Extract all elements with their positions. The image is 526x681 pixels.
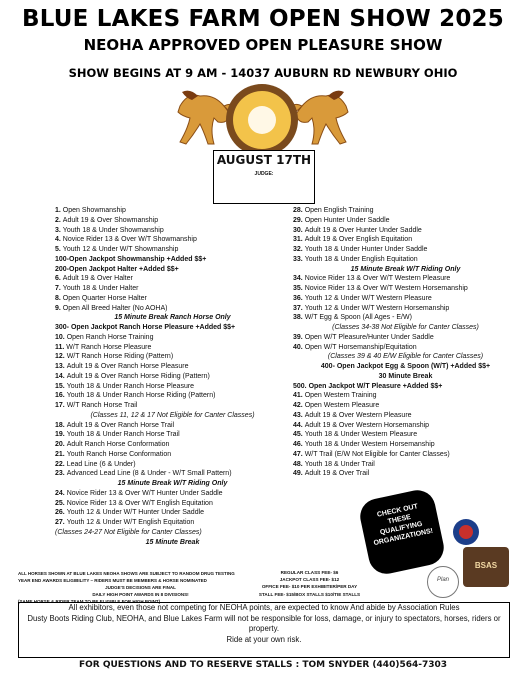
class-number: 7. [55,285,63,292]
class-name: Youth 18 & Under Trail [304,460,375,468]
class-number: 13. [55,363,67,370]
class-name: W/T Egg & Spoon (All Ages - E/W) [304,314,412,322]
class-name: Novice Rider 13 & Over W/T Western Pleasure [304,275,451,283]
class-left-row [55,255,290,265]
show-title: BLUE LAKES FARM OPEN SHOW 2025 [22,6,504,32]
class-name: Youth 12 & Under W/T Western Horsemanship [304,304,450,312]
class-number: 22. [55,460,67,468]
class-name: 30 Minute Break [378,372,433,380]
class-number: 19. [55,431,67,439]
show-date: AUGUST 17TH [216,153,312,167]
fee-regular: REGULAR CLASS FEE- $6 [280,570,339,575]
class-number: 15. [55,382,67,390]
class-name: Youth 18 & Under Western Horsemanship [304,441,435,448]
class-right-row [293,421,518,431]
class-number: 33. [293,255,305,263]
class-left-row [55,352,290,362]
class-right-row [293,235,518,245]
class-number: 28. [293,207,305,214]
class-number: 24. [55,489,67,497]
class-right-row [293,372,518,382]
class-name: 15 Minute Break W/T Riding Only [117,480,228,487]
class-right-row [293,216,518,226]
org-ribbon-logo [453,519,479,545]
class-left-row [55,245,290,255]
class-number: 5. [55,246,63,253]
class-number: 30. [293,226,305,234]
class-name: Adult 19 & Over Western Pleasure [304,411,412,419]
class-number: 44. [293,421,305,429]
class-name: W/T Ranch Horse Pleasure [66,343,152,351]
class-number: 29. [293,216,305,224]
judge-label: JUDGE: [254,171,274,177]
class-number: 41. [293,392,305,400]
contact-line: FOR QUESTIONS AND TO RESERVE STALLS : TOM SNYDER (440)564-7303 [78,660,448,670]
class-name: W/T Ranch Horse Trail [66,402,138,409]
class-left-row [55,294,290,304]
class-number: 12. [55,353,67,361]
fee-jackpot: JACKPOT CLASS FEE- $12 [279,577,340,583]
disclaimer-line-1: All exhibitors, even those not competing for NEOHA points, are expected to know And abide by Association Rules [68,603,460,612]
class-number: 42. [293,402,305,409]
class-right-row [293,323,518,333]
class-name: Novice Rider 13 & Over W/T Western Horsemanship [304,285,468,292]
class-name: Adult 19 & Over Ranch Horse Riding (Pattern) [66,372,210,380]
note-eligibility: YEAR END AWARDS ELIGIBILITY – RIDERS MUST BE MEMBERS & HORSE NOMINATED [18,578,207,583]
class-name: 100-Open Jackpot Showmanship +Added $$+ [55,255,207,263]
class-left-row [55,538,290,548]
class-left-row [55,518,290,528]
class-name: Adult 19 & Over Halter [62,275,133,283]
class-number: 34. [293,275,305,283]
class-name: 15 Minute Break W/T Riding Only [350,265,461,273]
class-left-row [55,460,290,470]
class-number: 43. [293,411,305,419]
class-left-row [55,265,290,275]
class-name: (Classes 11, 12 & 17 Not Eligible for Canter Classes) [90,411,255,419]
class-right-row [293,284,518,294]
class-number: 16. [55,392,67,400]
class-right-row [293,255,518,265]
class-right-row [293,333,518,343]
class-name: Open Western Pleasure [304,402,380,409]
disclaimer-box [18,602,510,658]
class-name: Youth 18 & Under Ranch Horse Trail [66,431,180,439]
class-left-row [55,362,290,372]
note-judge: JUDGE'S DECISIONS ARE FINAL [105,585,176,590]
disclaimer-line-3: Ride at your own risk. [226,634,302,644]
class-number: 23. [55,470,67,478]
class-number: 47. [293,450,305,458]
class-number: 8. [55,294,63,302]
class-right-row [293,469,518,479]
class-name: Open Ranch Horse Training [66,333,154,341]
class-number: 39. [293,333,305,341]
class-right-row [293,245,518,255]
class-left-row [55,469,290,479]
class-right-row [293,226,518,236]
class-left-row [55,411,290,421]
class-name: Youth 12 & Under W/T Western Pleasure [304,294,432,302]
class-right-row [293,265,518,275]
class-left-row [55,235,290,245]
class-left-row [55,343,290,353]
class-left-row [55,284,290,294]
show-rules-notes [18,570,263,605]
class-number: 18. [55,421,67,429]
class-name: Open Quarter Horse Halter [62,294,147,302]
class-number: 45. [293,431,305,439]
class-number: 20. [55,441,67,448]
class-name: Open English Training [304,207,374,214]
class-number: 21. [55,450,67,458]
class-name: Youth 18 & Under Showmanship [62,226,164,234]
class-left-row [55,508,290,518]
show-info: SHOW BEGINS AT 9 AM - 14037 AUBURN RD NEWBURY OHIO [68,66,458,80]
class-name: Youth 12 & Under W/T English Equitation [66,519,195,526]
org-circle-logo: Plan [427,566,459,598]
class-name: Open W/T Pleasure/Hunter Under Saddle [304,333,434,341]
class-number: 27. [55,519,67,526]
class-left-row [55,216,290,226]
class-left-row [55,479,290,489]
class-name: Youth 18 & Under Ranch Horse Pleasure [66,382,195,390]
class-left-row [55,382,290,392]
class-name: Open Showmanship [62,207,126,214]
class-left-row [55,401,290,411]
class-name: Youth 18 & Under Ranch Horse Riding (Pattern) [66,392,216,400]
disclaimer-line-2: Dusty Boots Riding Club, NEOHA, and Blue Lakes Farm will not be responsible for loss, damage, or injury to spectators, horses, riders or property. [27,613,501,633]
fee-stall: STALL FEE- $15/BOX STALLS $10/TIE STALLS [258,591,361,597]
class-name: Adult 19 & Over Showmanship [62,216,159,224]
class-name: Lead Line (6 & Under) [66,460,136,468]
note-drug-testing: ALL HORSES SHOWN AT BLUE LAKES NEOHA SHOWS ARE SUBJECT TO RANDOM DRUG TESTING [18,571,235,576]
note-high-point-team: (SAME HORSE & RIDER TEAM TO BE ELIGIBLE FOR HIGH POINT) [18,599,161,604]
class-left-row [55,323,290,333]
class-number: 26. [55,509,67,517]
class-right-row [293,401,518,411]
class-left-row [55,304,290,314]
class-name: W/T Ranch Horse Riding (Pattern) [66,353,174,361]
class-left-row [55,421,290,431]
class-name: Open Western Training [304,392,377,400]
class-name: Adult 19 & Over Ranch Horse Trail [66,421,175,429]
class-right-row [293,313,518,323]
show-subtitle: NEOHA APPROVED OPEN PLEASURE SHOW [83,36,443,54]
class-right-row [293,274,518,284]
class-name: Youth 12 & Under W/T Showmanship [62,246,179,253]
class-name: Youth Ranch Horse Conformation [66,450,172,458]
class-name: Adult 19 & Over Hunter Under Saddle [304,226,422,234]
class-right-row [293,343,518,353]
class-number: 46. [293,441,305,448]
horse-right-illustration [288,84,356,150]
class-number: 32. [293,246,305,253]
class-name: Open W/T Horsemanship/Equitation [304,343,417,351]
class-name: Advanced Lead Line (8 & Under - W/T Small Pattern) [66,470,232,478]
qualifying-orgs-badge [357,487,447,577]
class-name: 400- Open Jackpot Egg & Spoon (W/T) +Added $$+ [320,363,491,370]
class-number: 17. [55,402,67,409]
class-left-row [55,489,290,499]
class-right-row [293,382,518,392]
class-name: Adult 19 & Over Trail [304,470,370,478]
class-name: 500. Open Jackpot W/T Pleasure +Added $$+ [293,382,443,390]
class-name: Novice Rider 13 & Over W/T Showmanship [62,236,197,244]
date-box [213,150,315,204]
class-right-row [293,362,518,372]
fee-office: OFFICE FEE- $10 PER EXHIBITER/PER DAY [261,584,358,590]
class-left-row [55,372,290,382]
class-number: 49. [293,470,305,478]
class-right-row [293,440,518,450]
class-left-row [55,313,290,323]
class-right-row [293,430,518,440]
class-right-row [293,294,518,304]
class-name: Youth 18 & Under Halter [62,285,139,292]
class-number: 38. [293,314,305,322]
class-number: 9. [55,304,63,312]
class-right-row [293,411,518,421]
class-name: Adult Ranch Horse Conformation [66,441,170,448]
class-name: Novice Rider 13 & Over W/T Hunter Under Saddle [66,489,223,497]
class-number: 6. [55,275,63,283]
class-number: 1. [55,207,63,214]
class-number: 37. [293,304,305,312]
boot-icon [248,106,276,134]
class-name: Novice Rider 13 & Over W/T English Equitation [66,499,213,507]
class-name: Youth 18 & Under Western Pleasure [304,431,418,439]
class-number: 2. [55,216,63,224]
class-left-row [55,440,290,450]
class-name: Open Hunter Under Saddle [304,216,390,224]
class-name: Adult 19 & Over English Equitation [304,236,413,244]
class-left-row [55,528,290,538]
class-number: 4. [55,236,63,244]
class-number: 14. [55,372,67,380]
class-left-row [55,206,290,216]
class-left-row [55,274,290,284]
class-name: 200-Open Jackpot Halter +Added $$+ [55,265,179,273]
class-name: Youth 18 & Under English Equitation [304,255,418,263]
class-number: 10. [55,333,67,341]
class-list-left [55,206,290,547]
class-left-row [55,333,290,343]
class-right-row [293,450,518,460]
class-number: 11. [55,343,67,351]
class-left-row [55,226,290,236]
class-left-row [55,499,290,509]
class-left-row [55,450,290,460]
fee-list [252,569,367,598]
class-number: 31. [293,236,305,244]
class-name: Adult 19 & Over Western Horsemanship [304,421,430,429]
class-right-row [293,460,518,470]
class-name: (Classes 24-27 Not Eligible for Canter Classes) [55,528,202,536]
class-number: 40. [293,343,305,351]
class-number: 25. [55,499,67,507]
class-name: Open All Breed Halter (No AOHA) [62,304,168,312]
class-left-row [55,391,290,401]
class-list-right [293,206,518,479]
class-number: 3. [55,226,63,234]
class-name: Youth 12 & Under W/T Hunter Under Saddle [66,509,205,517]
class-name: (Classes 39 & 40 E/W Eligible for Canter Classes) [327,353,484,361]
class-left-row [55,430,290,440]
class-name: Adult 19 & Over Ranch Horse Pleasure [66,363,189,370]
note-high-point: DAILY HIGH POINT AWARDS IN 8 DIVISIONS! [92,592,189,597]
class-name: Youth 18 & Under Hunter Under Saddle [304,246,428,253]
class-number: 35. [293,285,305,292]
class-name: 300- Open Jackpot Ranch Horse Pleasure +Added $$+ [55,324,236,331]
class-right-row [293,391,518,401]
class-name: (Classes 34-38 Not Eligible for Canter Classes) [332,324,479,331]
class-name: W/T Trail (E/W Not Eligible for Canter Classes) [304,450,450,458]
class-right-row [293,304,518,314]
bsas-logo: BSAS [463,547,509,587]
class-number: 36. [293,294,305,302]
class-right-row [293,352,518,362]
badge-text: CHECK OUT THESE QUALIFYING ORGANIZATIONS! [373,503,434,548]
class-name: 15 Minute Break [145,538,200,546]
class-right-row [293,206,518,216]
neoha-seal-logo [226,84,298,156]
class-number: 48. [293,460,305,468]
class-name: 15 Minute Break Ranch Horse Only [114,314,231,322]
